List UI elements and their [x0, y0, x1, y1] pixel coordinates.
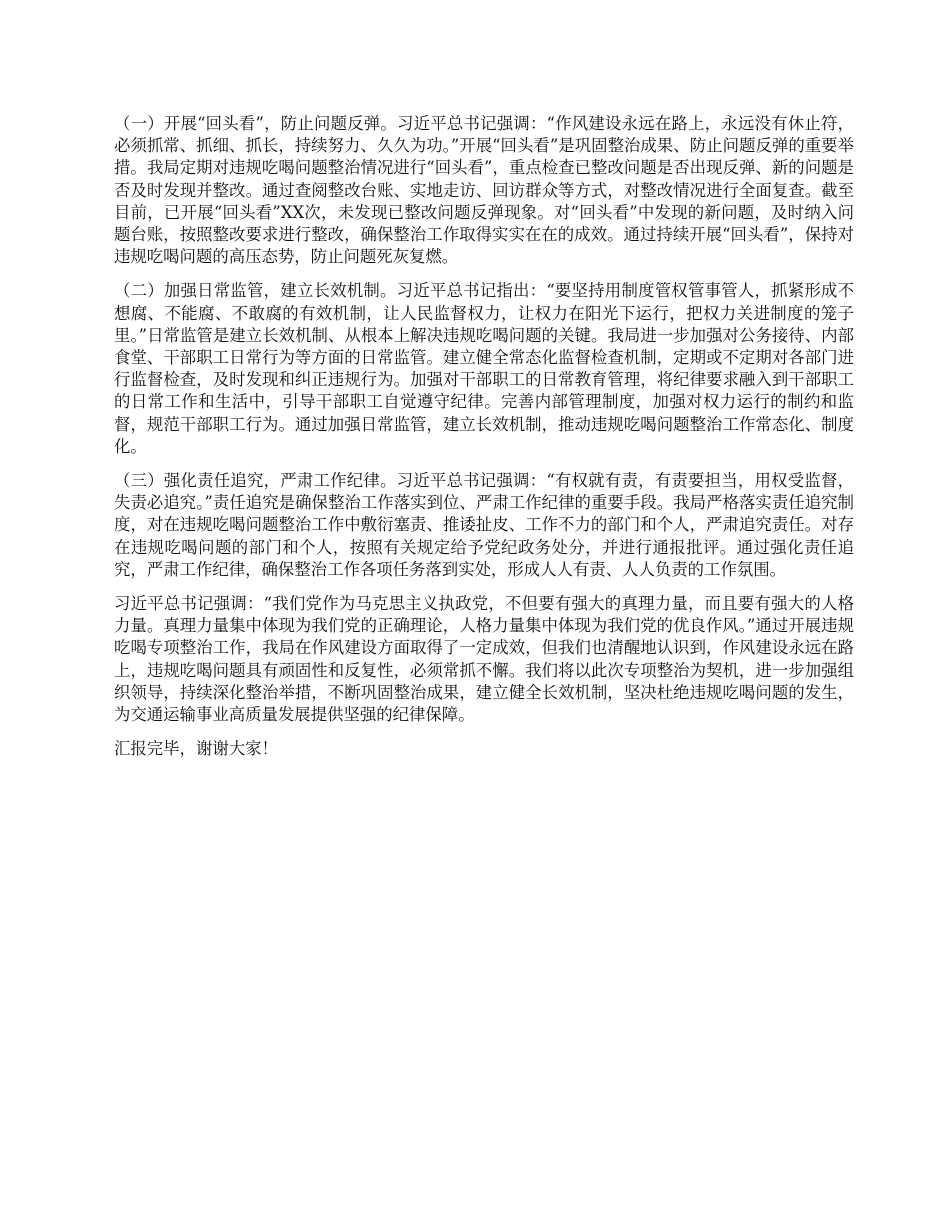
- document-body: [114, 113, 854, 772]
- paragraph-daily-supervision: （二）加强日常监管，建立长效机制。习近平总书记指出：“要坚持用制度管权管事管人，抓紧形成不想腐、不能腐、不敢腐的有效机制，让人民监督权力，让权力在阳光下运行，把权力关进制度的笼子里。”日常监管是建立长效机制、从根本上解决违规吃喝问题的关键。我局进一步加强对公务接待、内部食堂、干部职工日常行为等方面的日常监管。建立健全常态化监督检查机制，定期或不定期对各部门进行监督检查，及时发现和纠正违规行为。加强对干部职工的日常教育管理，将纪律要求融入到干部职工的日常工作和生活中，引导干部职工自觉遵守纪律。完善内部管理制度，加强对权力运行的制约和监督，规范干部职工行为。通过加强日常监管，建立长效机制，推动违规吃喝问题整治工作常态化、制度化。: [114, 281, 854, 456]
- paragraph-conclusion: 习近平总书记强调：“我们党作为马克思主义执政党，不但要有强大的真理力量，而且要有强大的人格力量。真理力量集中体现为我们党的正确理论，人格力量集中体现为我们党的优良作风。”通过开展违规吃喝专项整治工作，我局在作风建设方面取得了一定成效，但我们也清醒地认识到，作风建设永远在路上，违规吃喝问题具有顽固性和反复性，必须常抓不懈。我们将以此次专项整治为契机，进一步加强组织领导，持续深化整治举措，不断巩固整治成果，建立健全长效机制，坚决杜绝违规吃喝问题的发生，为交通运输事业高质量发展提供坚强的纪律保障。: [114, 594, 854, 725]
- paragraph-accountability: （三）强化责任追究，严肃工作纪律。习近平总书记强调：“有权就有责，有责要担当，用权受监督，失责必追究。”责任追究是确保整治工作落实到位、严肃工作纪律的重要手段。我局严格落实责任追究制度，对在违规吃喝问题整治工作中敷衍塞责、推诿扯皮、工作不力的部门和个人，严肃追究责任。对存在违规吃喝问题的部门和个人，按照有关规定给予党纪政务处分，并进行通报批评。通过强化责任追究，严肃工作纪律，确保整治工作各项任务落到实处，形成人人有责、人人负责的工作氛围。: [114, 471, 854, 579]
- paragraph-review-lookback: （一）开展“回头看”，防止问题反弹。习近平总书记强调：“作风建设永远在路上，永远没有休止符，必须抓常、抓细、抓长，持续努力、久久为功。”开展“回头看”是巩固整治成果、防止问题反弹的重要举措。我局定期对违规吃喝问题整治情况进行“回头看”，重点检查已整改问题是否出现反弹、新的问题是否及时发现并整改。通过查阅整改台账、实地走访、回访群众等方式，对整改情况进行全面复查。截至目前，已开展“回头看”XX次，未发现已整改问题反弹现象。对“回头看”中发现的新问题，及时纳入问题台账，按照整改要求进行整改，确保整治工作取得实实在在的成效。通过持续开展“回头看”，保持对违规吃喝问题的高压态势，防止问题死灰复燃。: [114, 114, 854, 267]
- paragraph-closing: 汇报完毕，谢谢大家！: [114, 739, 278, 759]
